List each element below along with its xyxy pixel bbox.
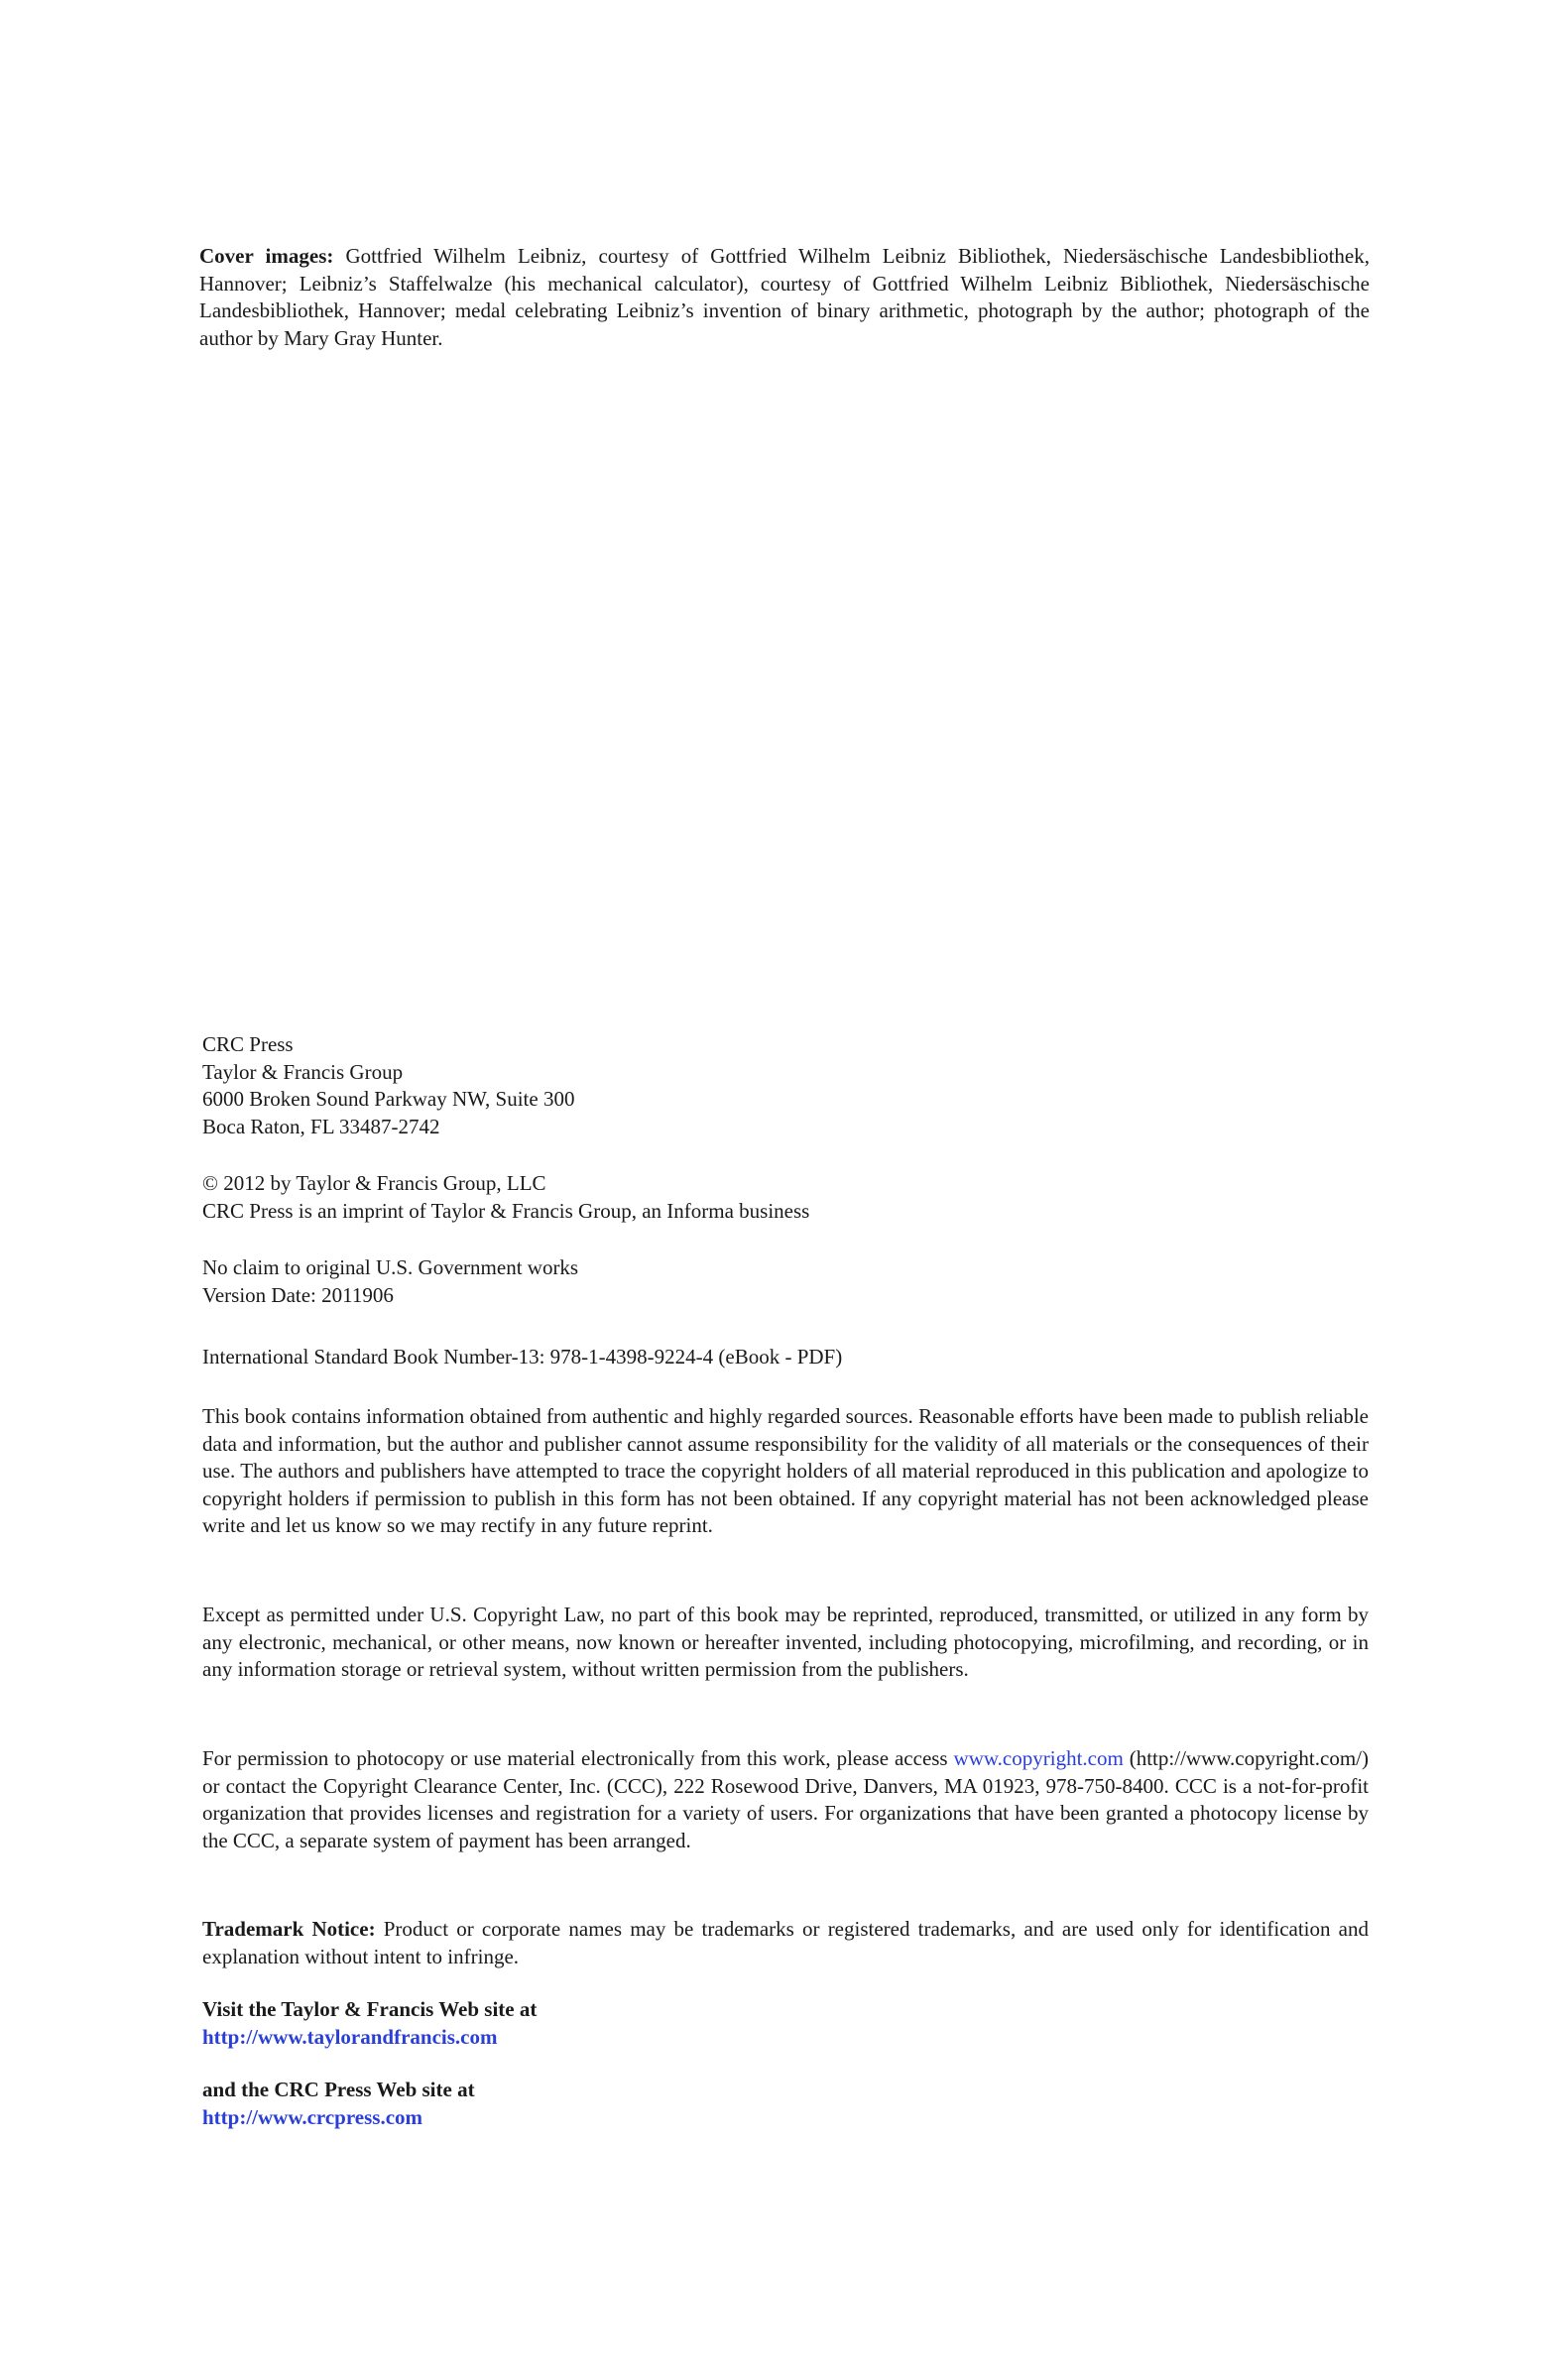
- copyright-link[interactable]: www.copyright.com: [953, 1746, 1124, 1770]
- publisher-group: Taylor & Francis Group: [202, 1059, 404, 1084]
- imprint-line: CRC Press is an imprint of Taylor & Francis Group, an Informa business: [202, 1198, 810, 1223]
- crc-website-label: and the CRC Press Web site at: [202, 2078, 475, 2101]
- publisher-name: CRC Press: [202, 1032, 294, 1056]
- copyright-law-paragraph: Except as permitted under U.S. Copyright Law, no part of this book may be reprinted, reproduced, transmitted, or utilized in any form by any electronic, mechanical, or other means, now known or hereafter invented, including photocopying, microfilming, and recording, or in any information storage or retrieval system, without written permission from the publishers.: [202, 1603, 1369, 1681]
- cover-images-text: Gottfried Wilhelm Leibniz, courtesy of Gottfried Wilhelm Leibniz Bibliothek, Niedersäschische Landesbibliothek, Hannover; Leibniz’s Staffelwalze (his mechanical calculator), courtesy of Gottfried Wilhelm Leibniz Bibliothek, Niedersäschische Landesbibliothek, Hannover; medal celebrating Leibniz’s invention of binary arithmetic, photograph by the author; photograph of the author by Mary Gray Hunter.: [199, 244, 1370, 350]
- trademark-text: Product or corporate names may be trademarks or registered trademarks, and are used only for identification and explanation without intent to infringe.: [202, 1917, 1369, 1968]
- trademark-notice: [202, 1916, 1369, 1970]
- version-date: Version Date: 2011906: [202, 1282, 394, 1307]
- tf-website-label: Visit the Taylor & Francis Web site at: [202, 1997, 538, 2021]
- crc-website-link[interactable]: http://www.crcpress.com: [202, 2104, 423, 2129]
- publisher-street: 6000 Broken Sound Parkway NW, Suite 300: [202, 1087, 575, 1111]
- government-works-notice: [202, 1254, 1369, 1309]
- isbn-line: International Standard Book Number-13: 978-1-4398-9224-4 (eBook - PDF): [202, 1345, 843, 1368]
- trademark-label: Trademark Notice:: [202, 1917, 376, 1941]
- information-disclaimer-paragraph: This book contains information obtained from authentic and highly regarded sources. Reasonable efforts have been made to publish reliable data and information, but the author and publisher cannot assume responsibility for the validity of all materials or the consequences of their use. The authors and publishers have attempted to trace the copyright holders of all material reproduced in this publication and apologize to copyright holders if permission to publish in this form has not been obtained. If any copyright material has not been acknowledged please write and let us know so we may rectify in any future reprint.: [202, 1404, 1369, 1537]
- permission-text-after: (http://www.copyright.com/) or contact the Copyright Clearance Center, Inc. (CCC), 222 Rosewood Drive, Danvers, MA 01923, 978-750-8400. CCC is a not-for-profit organization that provides licenses and registration for a variety of users. For organizations that have been granted a photocopy license by the CCC, a separate system of payment has been arranged.: [202, 1746, 1369, 1852]
- copyright-notice: [202, 1170, 1369, 1225]
- permission-text-before: For permission to photocopy or use material electronically from this work, please access: [202, 1746, 954, 1770]
- government-claim: No claim to original U.S. Government works: [202, 1255, 579, 1279]
- publisher-address: [202, 1031, 1369, 1140]
- cover-images-credit: [199, 243, 1370, 352]
- publisher-city: Boca Raton, FL 33487-2742: [202, 1114, 440, 1138]
- crc-press-website: [202, 2077, 1369, 2131]
- copyright-line: © 2012 by Taylor & Francis Group, LLC: [202, 1171, 546, 1195]
- taylor-francis-website: [202, 1996, 1369, 2051]
- tf-website-link[interactable]: http://www.taylorandfrancis.com: [202, 2024, 498, 2049]
- permission-paragraph: [202, 1745, 1369, 1854]
- cover-images-label: Cover images:: [199, 244, 334, 268]
